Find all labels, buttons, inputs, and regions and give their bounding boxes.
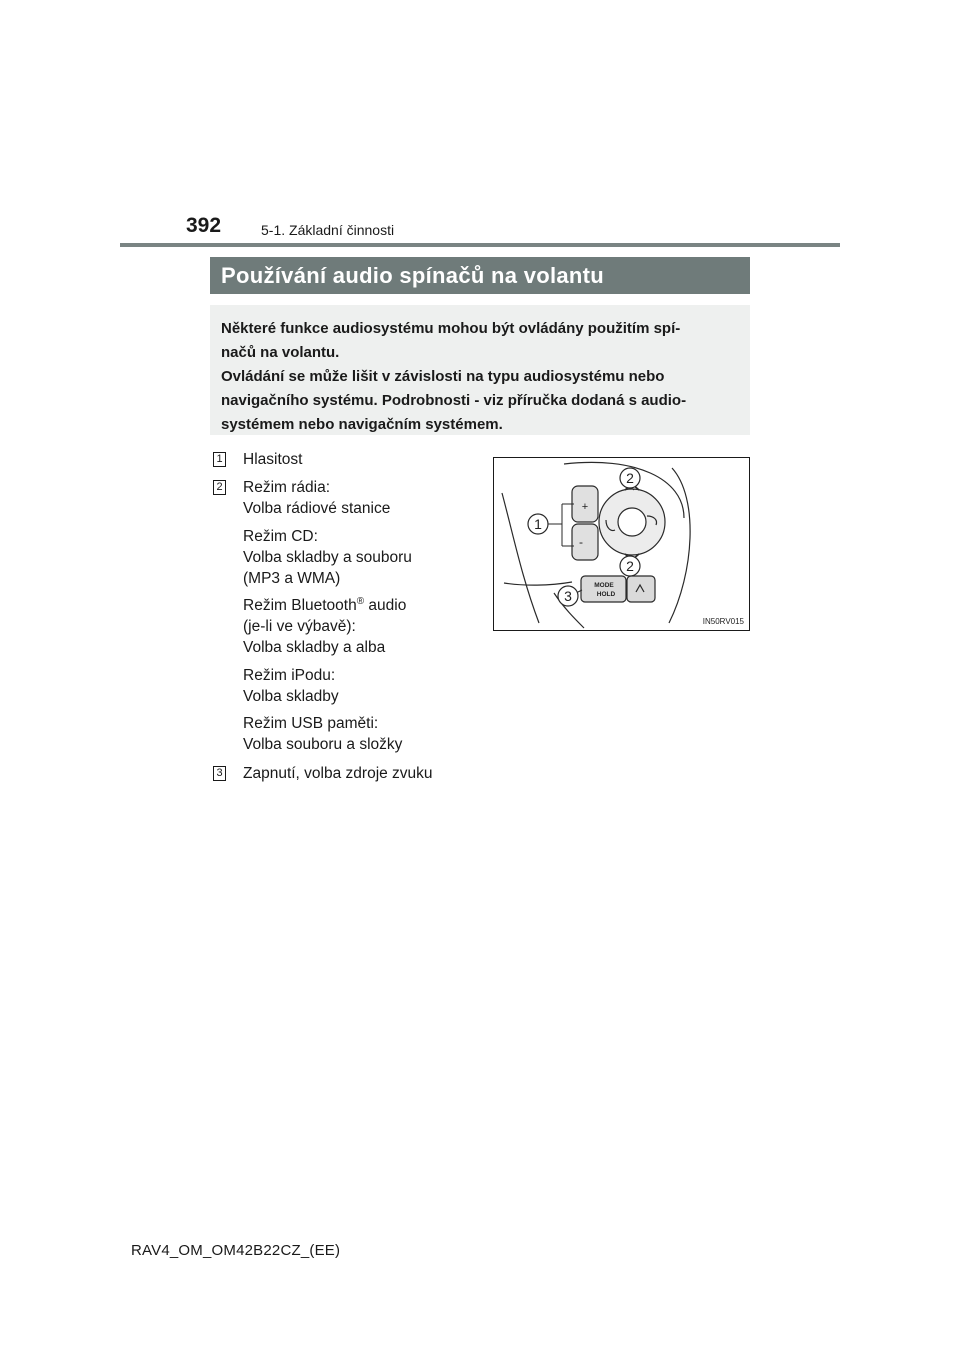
bluetooth-mode-label: [243, 596, 406, 616]
usb-mode-action: Volba souboru a složky: [243, 736, 403, 753]
ipod-mode-label: Režim iPodu:: [243, 667, 336, 684]
volume-switch: [572, 486, 598, 560]
registered-mark: ®: [356, 595, 365, 607]
bluetooth-mode-suffix: audio: [364, 597, 407, 614]
item-number-badge: 2: [213, 480, 226, 495]
section-title: Používání audio spínačů na volantu: [210, 257, 750, 294]
bluetooth-mode-action: Volba skladby a alba: [243, 639, 386, 656]
ipod-mode-action: Volba skladby: [243, 688, 339, 705]
wheel-spoke-line: [504, 582, 572, 585]
direction-pad: [599, 484, 665, 560]
intro-line: načů na volantu.: [221, 344, 340, 361]
cd-mode-action: Volba skladby a souboru: [243, 549, 412, 566]
cd-mode-formats: (MP3 a WMA): [243, 570, 341, 587]
bluetooth-mode-prefix: Režim Bluetooth: [243, 597, 357, 614]
figure-code: IN50RV015: [702, 617, 744, 626]
wheel-left-curve: [502, 493, 539, 623]
radio-mode-label: Režim rádia:: [243, 479, 330, 496]
item-number-badge: 1: [213, 452, 226, 467]
intro-line: Ovládání se může lišit v závislosti na typu audiosystému nebo: [221, 368, 665, 385]
wheel-rim-outer: [669, 468, 690, 623]
callout-2-bottom: 2: [626, 558, 634, 574]
cd-mode-label: Režim CD:: [243, 528, 318, 545]
chapter-title: 5-1. Základní činnosti: [261, 222, 395, 238]
page-number: 392: [186, 214, 222, 237]
minus-icon: -: [579, 535, 583, 549]
hold-label: HOLD: [596, 591, 616, 598]
steering-switch-illustration: [493, 457, 750, 631]
callout-2-top: 2: [626, 470, 634, 486]
document-code: RAV4_OM_OM42B22CZ_(EE): [131, 1242, 341, 1259]
mode-label: MODE: [594, 582, 614, 589]
item-number-badge: 3: [213, 766, 226, 781]
item-power-text: Zapnutí, volba zdroje zvuku: [243, 765, 433, 782]
intro-box: [210, 305, 750, 435]
intro-line: Některé funkce audiosystému mohou být ovládány použitím spí-: [221, 320, 681, 337]
intro-line: navigačního systému. Podrobnosti - viz příručka dodaná s audio-: [221, 392, 687, 409]
item-volume-text: Hlasitost: [243, 451, 303, 468]
radio-mode-action: Volba rádiové stanice: [243, 500, 391, 517]
mode-button: [581, 576, 626, 602]
intro-line: systémem nebo navigačním systémem.: [221, 416, 503, 433]
callout1-leader: [548, 504, 574, 546]
voice-button: [627, 576, 655, 602]
callout-3: 3: [564, 588, 572, 604]
header-divider: [120, 243, 840, 247]
plus-icon: +: [581, 501, 589, 513]
bluetooth-mode-condition: (je-li ve výbavě):: [243, 618, 356, 635]
callout-1: 1: [534, 516, 542, 532]
usb-mode-label: Režim USB paměti:: [243, 715, 379, 732]
